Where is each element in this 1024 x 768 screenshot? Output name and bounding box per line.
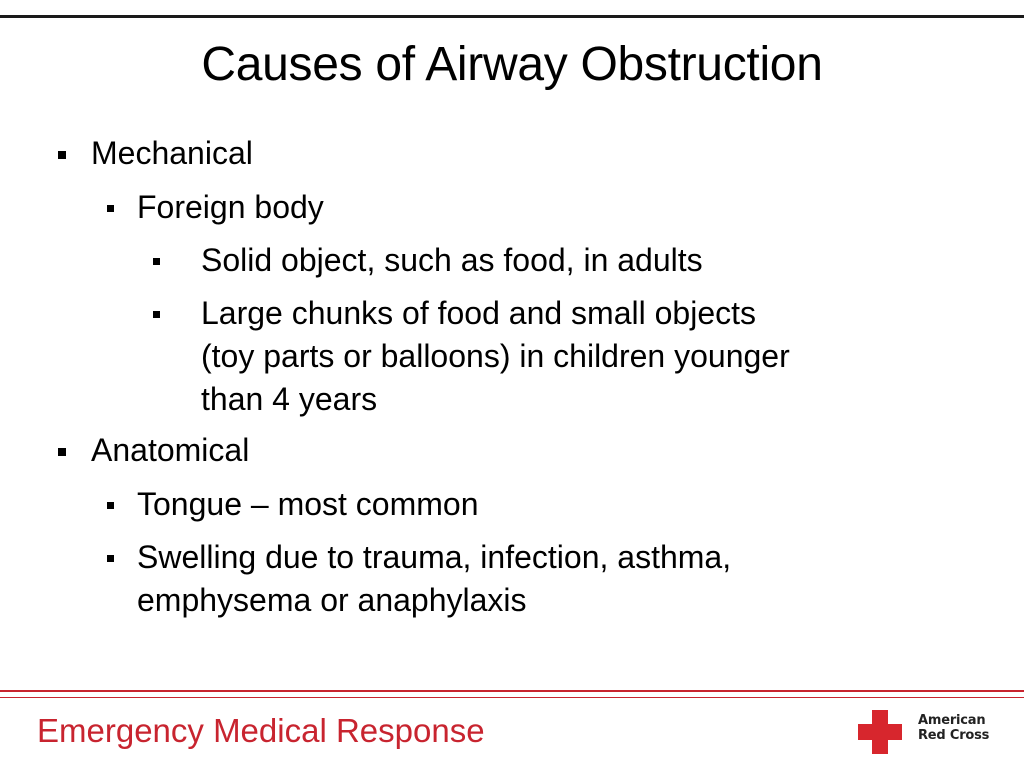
bullet-item-anatomical: Anatomical xyxy=(91,432,250,468)
top-divider xyxy=(0,15,1024,18)
bullet-square-icon xyxy=(107,555,114,562)
bullet-item-foreign-body: Foreign body xyxy=(137,189,324,225)
bullet-square-icon xyxy=(107,502,114,509)
footer-course-title: Emergency Medical Response xyxy=(37,712,485,749)
bullet-item-mechanical: Mechanical xyxy=(91,135,253,171)
bullet-square-icon xyxy=(58,151,66,159)
bullet-item-large-chunks-line-1: Large chunks of food and small objects xyxy=(201,295,756,331)
red-cross-logo xyxy=(918,713,1008,743)
logo-line-american: American xyxy=(918,713,986,728)
slide-title: Causes of Airway Obstruction xyxy=(201,38,823,91)
bullet-item-swelling-line-1: Swelling due to trauma, infection, asthma, xyxy=(137,539,732,575)
bullet-square-icon xyxy=(153,311,160,318)
bullet-item-swelling-line-2: emphysema or anaphylaxis xyxy=(137,582,527,618)
footer-divider xyxy=(0,690,1024,692)
bullet-square-icon xyxy=(107,205,114,212)
footer-divider-thin xyxy=(0,697,1024,698)
bullet-item-large-chunks-line-3: than 4 years xyxy=(201,381,378,417)
red-cross-icon xyxy=(858,710,902,754)
bullet-item-large-chunks-line-2: (toy parts or balloons) in children younger xyxy=(201,338,790,374)
bullet-square-icon xyxy=(58,448,66,456)
bullet-item-solid-object: Solid object, such as food, in adults xyxy=(201,242,703,278)
bullet-square-icon xyxy=(153,258,160,265)
logo-line-red-cross: Red Cross xyxy=(918,728,990,743)
bullet-item-tongue: Tongue – most common xyxy=(137,486,479,522)
